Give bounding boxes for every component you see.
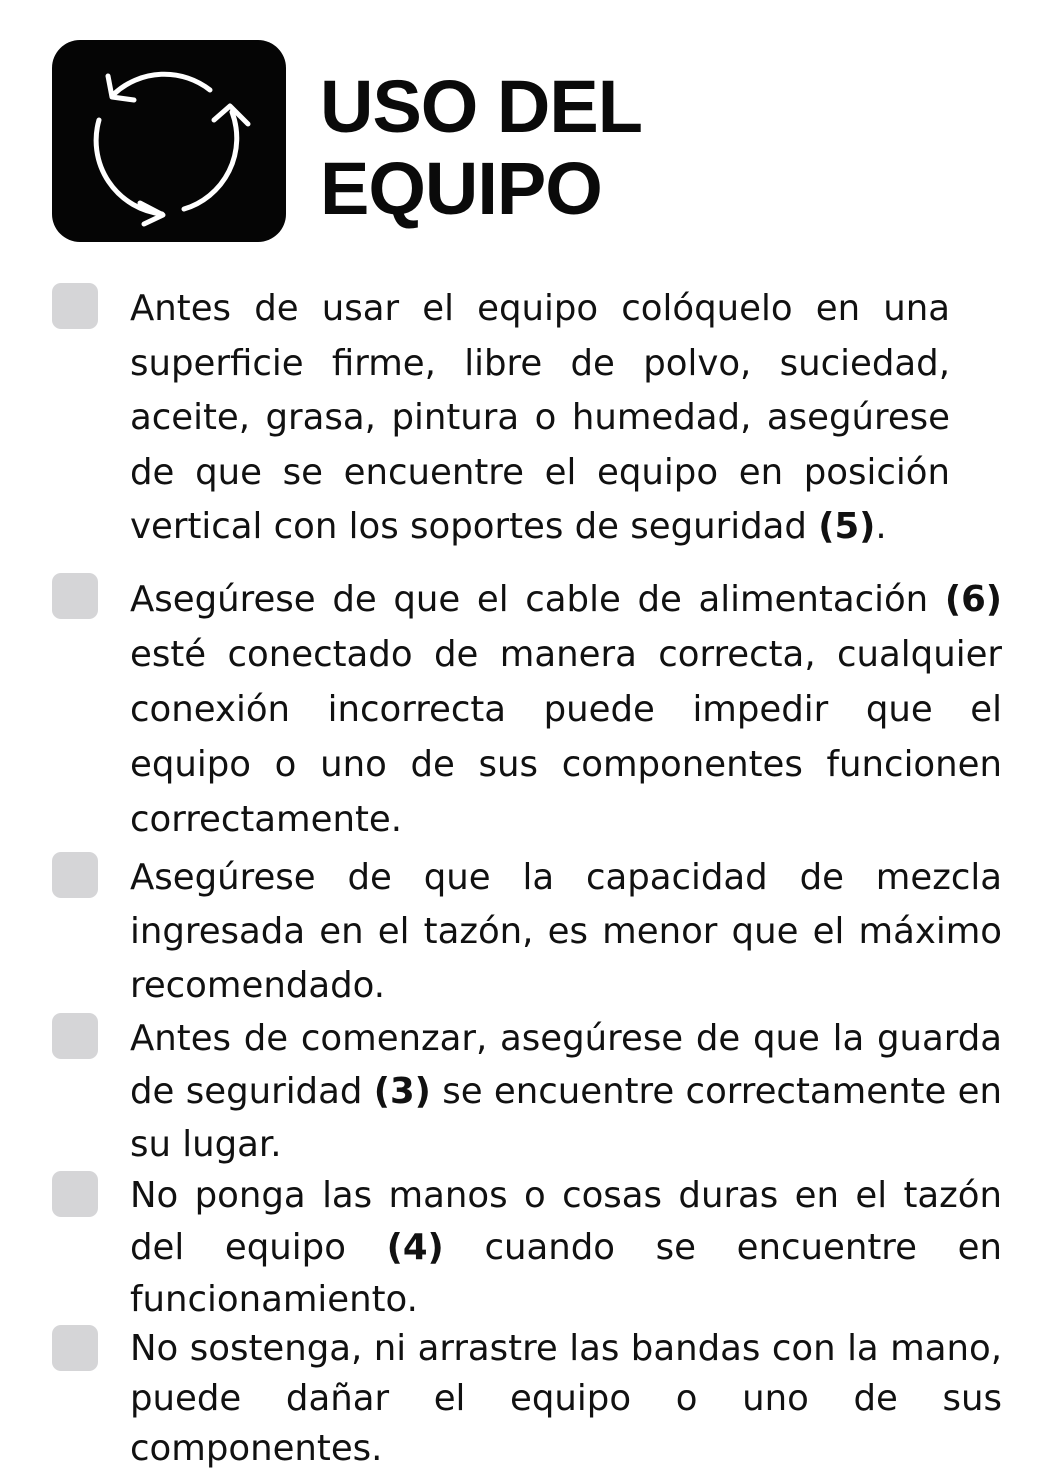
item-text-part: Antes de comenzar, asegúrese de que la guarda de seguridad <box>130 1018 1002 1112</box>
page-title <box>320 66 642 230</box>
item-text <box>130 572 1002 847</box>
item-reference-number: (3) <box>373 1071 431 1112</box>
item-checkbox[interactable] <box>52 1013 98 1059</box>
item-text-part: No sostenga, ni arrastre las bandas con la mano, puede dañar el equipo o uno de sus componentes. <box>130 1328 1002 1469</box>
item-reference-number: (4) <box>386 1227 444 1268</box>
item-text-part: No ponga las manos o cosas duras en el tazón del equipo <box>130 1175 1002 1268</box>
title-line-2: EQUIPO <box>320 147 602 230</box>
item-checkbox[interactable] <box>52 573 98 619</box>
item-checkbox[interactable] <box>52 283 98 329</box>
item-checkbox[interactable] <box>52 1325 98 1371</box>
item-reference-number: (6) <box>944 579 1002 620</box>
item-text-part: cuando se encuentre en funcionamiento. <box>130 1227 1002 1320</box>
item-text-part: Asegúrese de que la capacidad de mezcla ingresada en el tazón, es menor que el máximo recomendado. <box>130 857 1002 1006</box>
cycle-arrows-icon <box>52 40 286 242</box>
item-text-part: Asegúrese de que el cable de alimentación <box>130 579 945 620</box>
item-text-part: Antes de usar el equipo colóquelo en una superficie firme, libre de polvo, suciedad, aceite, grasa, pintura o humedad, asegúrese de que se encuentre el equipo en posición vertical con los soportes de seguridad <box>130 288 950 547</box>
item-reference-number: (5) <box>818 506 876 547</box>
item-text <box>130 1324 1002 1474</box>
item-text-part: se encuentre correctamente en su lugar. <box>130 1071 1002 1165</box>
item-text-part: esté conectado de manera correcta, cualquier conexión incorrecta puede impedir que el equipo o uno de sus componentes funcionen correctamente. <box>130 634 1002 840</box>
item-checkbox[interactable] <box>52 1171 98 1217</box>
item-text <box>130 282 950 555</box>
page-header <box>52 40 1012 242</box>
item-text-part: . <box>875 506 887 547</box>
item-text <box>130 851 1002 1013</box>
item-text <box>130 1170 1002 1326</box>
title-line-1: USO DEL <box>320 65 642 148</box>
item-text <box>130 1012 1002 1171</box>
item-checkbox[interactable] <box>52 852 98 898</box>
